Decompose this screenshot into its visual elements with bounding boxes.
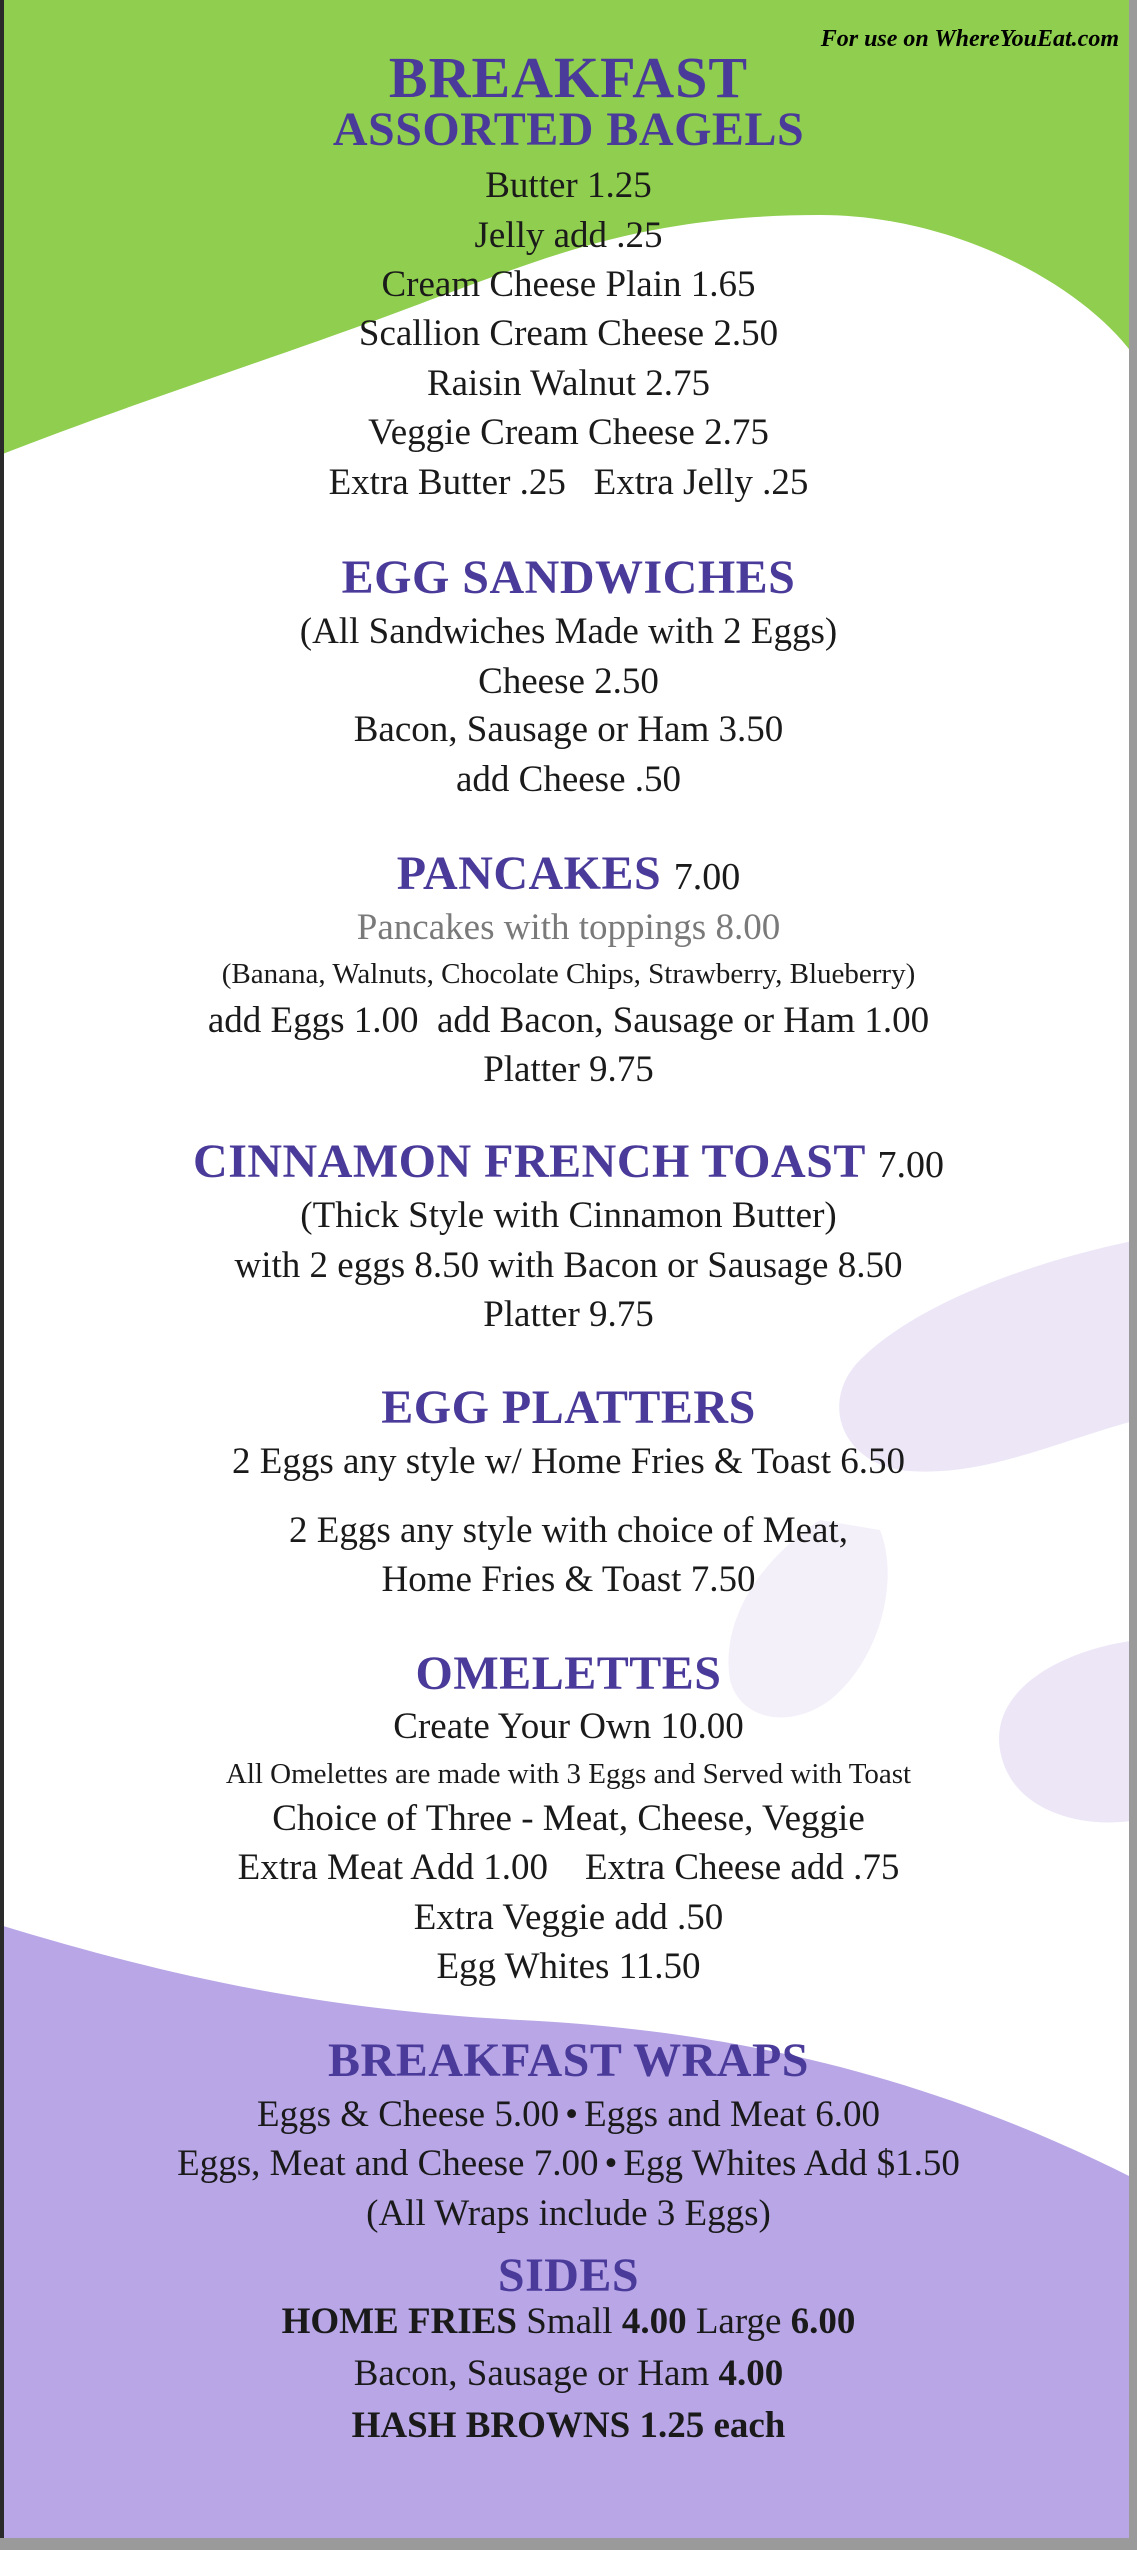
bottom-border xyxy=(0,2538,1137,2550)
french-toast-name: CINNAMON FRENCH TOAST xyxy=(193,1135,865,1188)
french-toast-with-eggs: with 2 eggs 8.50 with Bacon or Sausage 8.50 xyxy=(234,1245,903,1286)
pancakes-toppings: Pancakes with toppings 8.00 xyxy=(356,907,781,948)
omelettes-egg-whites: Egg Whites 11.50 xyxy=(436,1946,701,1987)
breakfast-title: BREAKFAST xyxy=(388,45,749,110)
omelettes-title: OMELETTES xyxy=(415,1647,722,1700)
omelettes-extra-cheese: Extra Cheese add .75 xyxy=(584,1847,900,1888)
wraps-eggs-meat: Eggs and Meat 6.00 xyxy=(584,2094,881,2135)
pancakes-addons xyxy=(0,999,1137,1043)
omelettes-extras xyxy=(0,1846,1137,1890)
french-toast-note: (Thick Style with Cinnamon Butter) xyxy=(300,1195,837,1236)
egg-sandwiches-note: (All Sandwiches Made with 2 Eggs) xyxy=(299,611,838,652)
omelettes-create: Create Your Own 10.00 xyxy=(393,1706,744,1747)
wraps-eggs-meat-cheese: Eggs, Meat and Cheese 7.00 xyxy=(177,2143,599,2184)
bullet: • xyxy=(565,2094,579,2135)
wraps-note: (All Wraps include 3 Eggs) xyxy=(366,2193,771,2234)
pancakes-toppings-list: (Banana, Walnuts, Chocolate Chips, Strawberry, Blueberry) xyxy=(221,958,916,990)
french-toast-price: 7.00 xyxy=(877,1144,944,1186)
omelettes-extra-meat: Extra Meat Add 1.00 xyxy=(237,1847,548,1888)
bagel-extras xyxy=(0,461,1137,505)
egg-platter-item: 2 Eggs any style with choice of Meat, xyxy=(289,1510,848,1551)
large-price: 6.00 xyxy=(790,2301,856,2342)
bullet: • xyxy=(604,2143,618,2184)
extra-jelly: Extra Jelly .25 xyxy=(593,462,809,503)
wraps-eggs-cheese: Eggs & Cheese 5.00 xyxy=(256,2094,560,2135)
wraps-title: BREAKFAST WRAPS xyxy=(328,2034,809,2087)
sides-hash-browns: HASH BROWNS 1.25 each xyxy=(351,2405,786,2446)
pancakes-title xyxy=(0,848,1137,903)
egg-sandwich-item: add Cheese .50 xyxy=(455,759,682,800)
sides-title: SIDES xyxy=(497,2249,640,2302)
bagel-item: Raisin Walnut 2.75 xyxy=(426,363,711,404)
pancakes-name: PANCAKES xyxy=(396,847,662,900)
bagel-item: Scallion Cream Cheese 2.50 xyxy=(358,313,779,354)
sides-meat xyxy=(0,2352,1137,2396)
small-price: 4.00 xyxy=(621,2301,687,2342)
egg-sandwich-item: Cheese 2.50 xyxy=(478,661,659,702)
omelettes-note: All Omelettes are made with 3 Eggs and Served with Toast xyxy=(225,1758,912,1790)
bagels-title: ASSORTED BAGELS xyxy=(332,103,805,156)
bagel-item: Jelly add .25 xyxy=(474,215,663,256)
wraps-egg-whites: Egg Whites Add $1.50 xyxy=(623,2143,960,2184)
omelettes-extra-veggie: Extra Veggie add .50 xyxy=(413,1897,724,1938)
large-label: Large xyxy=(695,2301,782,2342)
pancakes-platter: Platter 9.75 xyxy=(483,1049,654,1090)
bagel-item: Butter 1.25 xyxy=(485,165,652,206)
egg-platter-item: Home Fries & Toast 7.50 xyxy=(381,1559,756,1600)
small-label: Small xyxy=(526,2301,613,2342)
home-fries-label: HOME FRIES xyxy=(281,2301,517,2342)
meat-label: Bacon, Sausage or Ham xyxy=(353,2353,710,2394)
pancakes-add-eggs: add Eggs 1.00 xyxy=(207,1000,419,1041)
french-toast-title xyxy=(0,1136,1137,1191)
meat-price: 4.00 xyxy=(718,2353,784,2394)
pancakes-price: 7.00 xyxy=(673,856,741,898)
extra-butter: Extra Butter .25 xyxy=(328,462,566,503)
bagel-item: Cream Cheese Plain 1.65 xyxy=(381,264,756,305)
bagel-item: Veggie Cream Cheese 2.75 xyxy=(368,412,769,453)
omelettes-choice: Choice of Three - Meat, Cheese, Veggie xyxy=(272,1798,865,1839)
egg-platters-title: EGG PLATTERS xyxy=(381,1381,756,1434)
french-toast-platter: Platter 9.75 xyxy=(483,1294,654,1335)
purple-wave xyxy=(0,1925,1137,2550)
egg-sandwich-item: Bacon, Sausage or Ham 3.50 xyxy=(353,709,784,750)
wraps-line-1 xyxy=(0,2093,1137,2137)
sides-home-fries xyxy=(0,2300,1137,2344)
watermark: For use on WhereYouEat.com xyxy=(820,26,1119,52)
wraps-line-2 xyxy=(0,2142,1137,2186)
egg-platter-item: 2 Eggs any style w/ Home Fries & Toast 6.50 xyxy=(232,1441,905,1482)
pancakes-add-meat: add Bacon, Sausage or Ham 1.00 xyxy=(437,1000,930,1041)
egg-sandwiches-title: EGG SANDWICHES xyxy=(341,551,796,604)
